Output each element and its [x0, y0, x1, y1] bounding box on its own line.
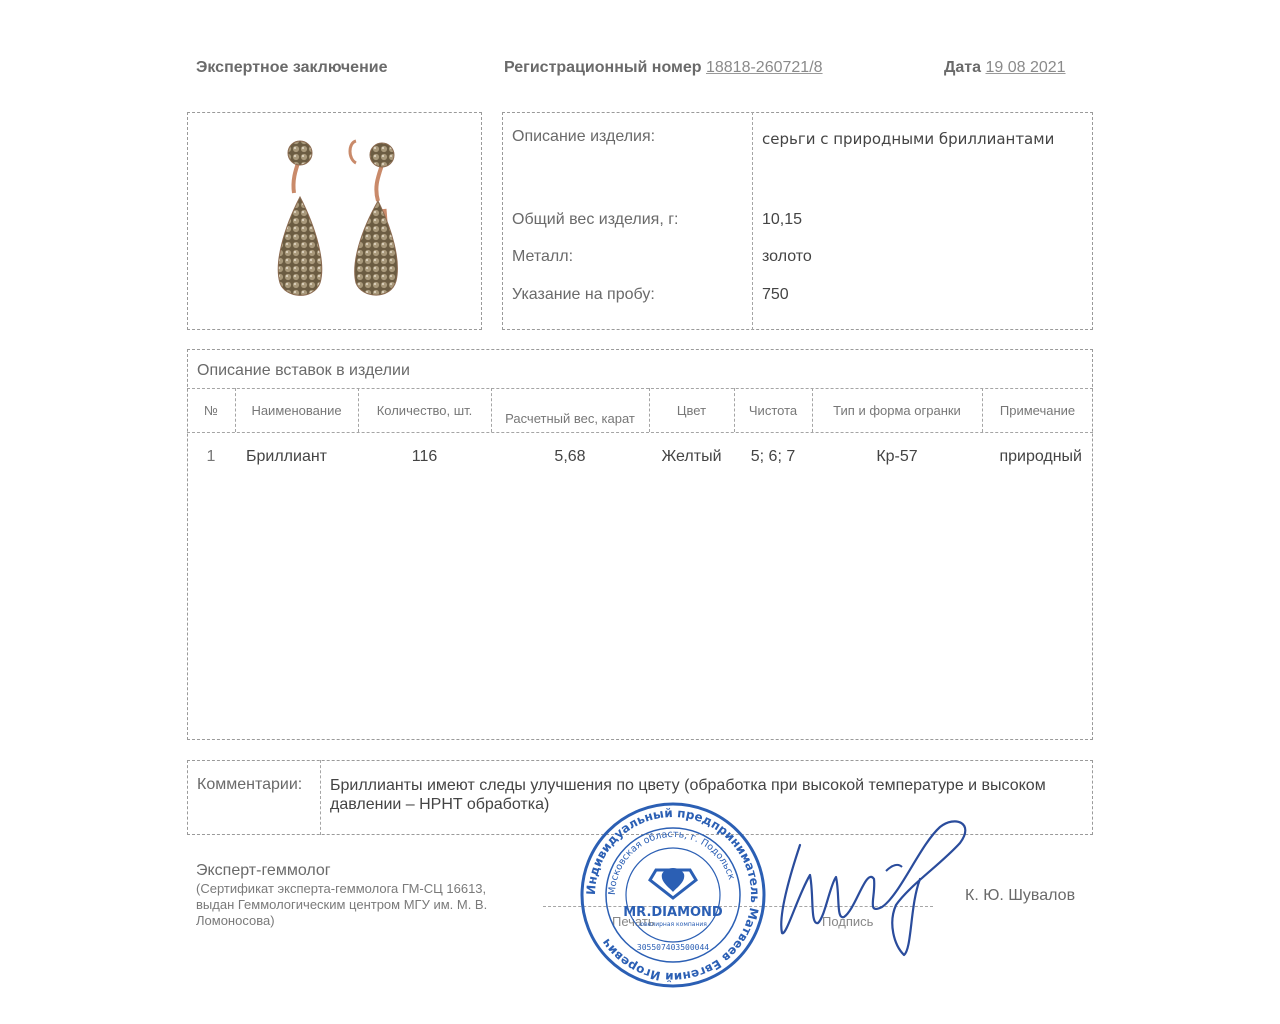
expert-certificate: (Сертификат эксперта-геммолога ГМ-СЦ 16613, выдан Геммологическим центром МГУ им. М. В. Ломоносова) — [196, 881, 488, 928]
expert-name: К. Ю. Шувалов — [965, 887, 1076, 904]
svg-text:Индивидуальный предприниматель: Индивидуальный предприниматель Матвеев Евгений Игоревич — [583, 805, 763, 985]
description-label: Описание изделия: — [512, 128, 656, 145]
svg-text:Московская область, г. Подольс: Московская область, г. Подольск — [606, 828, 737, 896]
weight-value: 10,15 — [762, 211, 803, 228]
col-weight: Расчетный вес, карат — [505, 410, 635, 426]
col-num: № — [204, 402, 218, 418]
inserts-title: Описание вставок в изделии — [197, 362, 410, 379]
col-color: Цвет — [676, 402, 707, 418]
signature-icon — [770, 805, 985, 965]
row-note: природный — [999, 448, 1082, 465]
row-color: Желтый — [661, 448, 722, 465]
company-stamp-icon — [578, 800, 768, 990]
reg-number-value: 18818-260721/8 — [705, 59, 823, 76]
description-value: серьги с природными бриллиантами — [762, 130, 1055, 148]
hallmark-label: Указание на пробу: — [512, 286, 655, 303]
left-earring-icon — [278, 141, 322, 295]
row-name: Бриллиант — [246, 448, 328, 465]
col-qty: Количество, шт. — [376, 402, 473, 418]
metal-value: золото — [762, 248, 812, 265]
hallmark-value: 750 — [762, 286, 789, 303]
svg-text:305507403500044: 305507403500044 — [636, 943, 710, 952]
col-note: Примечание — [999, 402, 1076, 418]
date-value: 19 08 2021 — [985, 59, 1066, 76]
col-clarity: Чистота — [748, 402, 798, 418]
earrings-image — [188, 113, 481, 329]
comments-text: Бриллианты имеют следы улучшения по цвету (обработка при высокой температуре и высоком давлении – HPHT обработка) — [330, 777, 1046, 813]
metal-label: Металл: — [512, 248, 574, 265]
svg-text:MR.DIAMOND: MR.DIAMOND — [623, 905, 723, 920]
comments-label: Комментарии: — [197, 776, 303, 793]
right-earring-icon — [350, 141, 397, 295]
stamp-label: Печать — [612, 914, 655, 929]
row-num: 1 — [206, 448, 216, 465]
col-name: Наименование — [251, 402, 342, 418]
weight-label: Общий вес изделия, г: — [512, 211, 679, 228]
svg-text:ювелирная компания: ювелирная компания — [639, 921, 707, 928]
row-qty: 116 — [411, 448, 438, 465]
expert-title: Эксперт-геммолог — [196, 862, 331, 879]
reg-number: Регистрационный номер 18818-260721/8 — [504, 59, 823, 76]
row-clarity: 5; 6; 7 — [750, 448, 796, 465]
col-cut: Тип и форма огранки — [833, 402, 961, 418]
product-image-box — [187, 112, 482, 330]
signature-label: Подпись — [822, 914, 874, 929]
row-weight: 5,68 — [554, 448, 586, 465]
doc-date: Дата 19 08 2021 — [944, 59, 1066, 76]
row-cut: Кр-57 — [876, 448, 918, 465]
doc-title: Экспертное заключение — [196, 59, 388, 76]
